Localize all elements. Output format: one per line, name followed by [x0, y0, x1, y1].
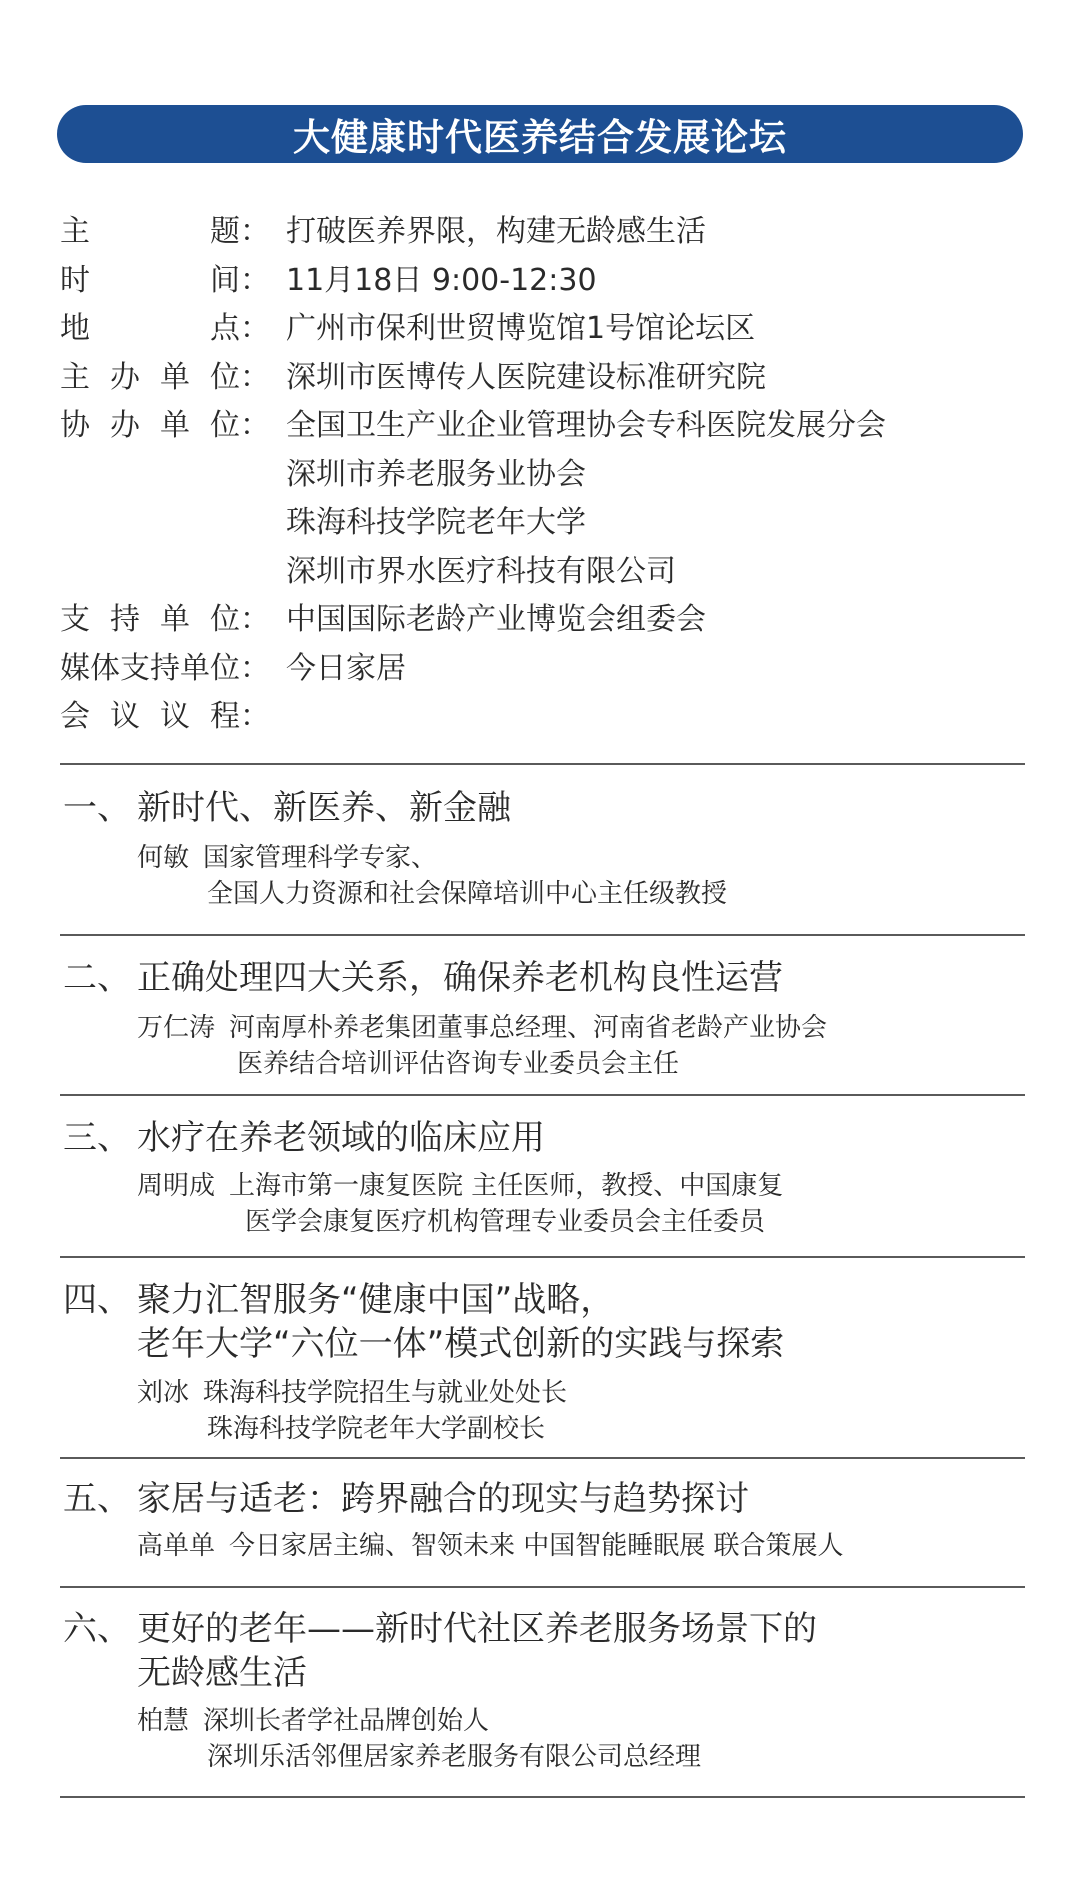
info-row-support — [60, 596, 1020, 645]
info-value-place: 广州市保利世贸博览馆1号馆论坛区 — [286, 311, 756, 347]
info-value-theme: 打破医养界限，构建无龄感生活 — [286, 214, 706, 250]
agenda-item-6-speaker: 柏慧 深圳长者学社品牌创始人 深圳乐活邻俚居家养老服务有限公司总经理 — [137, 1703, 701, 1775]
divider — [60, 1457, 1025, 1459]
agenda-item-3-title: 三、 水疗在养老领域的临床应用 — [63, 1118, 545, 1158]
divider — [60, 1094, 1025, 1096]
info-label-media: 媒体支持单位： — [60, 650, 270, 686]
speaker-name: 高单单 — [137, 1531, 216, 1561]
info-label-theme: 主 题： — [60, 214, 270, 250]
info-row-media — [60, 645, 1020, 694]
speaker-name: 柏慧 — [137, 1706, 190, 1736]
agenda-item-4-title: 四、 聚力汇智服务“健康中国”战略， 老年大学“六位一体”模式创新的实践与探索 — [63, 1280, 785, 1364]
info-value-media: 今日家居 — [286, 650, 406, 686]
info-row-time — [60, 257, 1020, 306]
info-row-co-host — [60, 402, 1020, 451]
divider — [60, 1586, 1025, 1588]
speaker-name: 万仁涛 — [137, 1013, 216, 1043]
info-value-time: 11月18日 9:00-12:30 — [286, 262, 597, 298]
info-value-co-host-4: 深圳市界水医疗科技有限公司 — [286, 553, 676, 589]
info-row-host — [60, 354, 1020, 403]
event-info — [60, 208, 1020, 742]
agenda-item-1-title: 一、 新时代、新医养、新金融 — [63, 788, 511, 828]
info-row-theme — [60, 208, 1020, 257]
speaker-name: 刘冰 — [137, 1378, 190, 1408]
divider — [60, 763, 1025, 765]
info-value-co-host-3: 珠海科技学院老年大学 — [286, 505, 586, 541]
agenda-item-5-speaker: 高单单 今日家居主编、智领未来 中国智能睡眠展 联合策展人 — [137, 1528, 844, 1564]
info-label-place: 地 点： — [60, 311, 270, 347]
divider — [60, 1256, 1025, 1258]
agenda-item-2-title: 二、 正确处理四大关系，确保养老机构良性运营 — [63, 958, 783, 998]
info-value-co-host-1: 全国卫生产业企业管理协会专科医院发展分会 — [286, 408, 886, 444]
info-label-agenda: 会 议 议 程： — [60, 699, 270, 735]
info-label-time: 时 间： — [60, 262, 270, 298]
forum-title-banner — [57, 105, 1023, 163]
info-label-support: 支 持 单 位： — [60, 602, 270, 638]
speaker-name: 何敏 — [137, 843, 190, 873]
divider — [60, 1796, 1025, 1798]
agenda-item-6-title: 六、 更好的老年——新时代社区养老服务场景下的 无龄感生活 — [63, 1609, 817, 1693]
agenda-item-2-speaker: 万仁涛 河南厚朴养老集团董事总经理、河南省老龄产业协会 医养结合培训评估咨询专业委员会主任 — [137, 1010, 827, 1082]
info-value-co-host-2: 深圳市养老服务业协会 — [286, 456, 586, 492]
agenda-item-1-speaker: 何敏 国家管理科学专家、 全国人力资源和社会保障培训中心主任级教授 — [137, 840, 727, 912]
info-label-host: 主 办 单 位： — [60, 359, 270, 395]
agenda-item-4-speaker: 刘冰 珠海科技学院招生与就业处处长 珠海科技学院老年大学副校长 — [137, 1375, 567, 1447]
agenda-item-3-speaker: 周明成 上海市第一康复医院 主任医师，教授、中国康复 医学会康复医疗机构管理专业委员会主任委员 — [137, 1168, 783, 1240]
info-row-place — [60, 305, 1020, 354]
info-label-co-host: 协 办 单 位： — [60, 408, 270, 444]
info-row-agenda-label — [60, 693, 1020, 742]
divider — [60, 934, 1025, 936]
speaker-name: 周明成 — [137, 1171, 216, 1201]
agenda-item-5-title: 五、 家居与适老：跨界融合的现实与趋势探讨 — [63, 1479, 749, 1519]
forum-title: 大健康时代医养结合发展论坛 — [293, 116, 787, 159]
info-value-host: 深圳市医博传人医院建设标准研究院 — [286, 359, 766, 395]
info-value-support: 中国国际老龄产业博览会组委会 — [286, 602, 706, 638]
